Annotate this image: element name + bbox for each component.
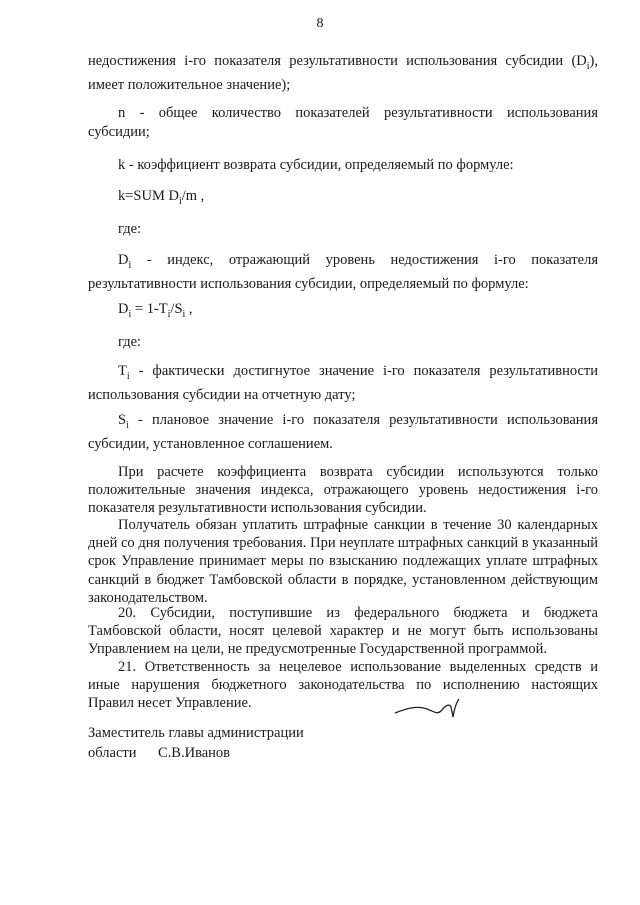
paragraph-21: 21. Ответственность за нецелевое использование выделенных средств и иные нарушения бюджетного законодательства по исполнению настоящих Правил несет Управление. — [88, 659, 598, 712]
signatory-title: Заместитель главы администрации — [88, 725, 304, 741]
formula-k: k=SUM $D_i/m$ , — [118, 188, 205, 207]
paragraph-k-definition: k - коэффициент возврата субсидии, определяемый по формуле: — [118, 157, 514, 173]
paragraph-s-definition: $S_i$ - плановое значение i-го показателя результативности использования субсидии, установленное соглашением. — [88, 412, 598, 452]
where-label-2: где: — [118, 334, 142, 350]
paragraph-nondelivery: недостижения i-го показателя результативности использования субсидии $(D_i)$, имеет положительное значение); — [88, 53, 598, 93]
paragraph-20: 20. Субсидии, поступившие из федерального бюджета и бюджета Тамбовской области, носят целевой характер и не могут быть использованы Управлением на цели, не предусмотренные Государственной программой. — [88, 605, 598, 658]
where-label-1: где: — [118, 221, 142, 237]
handwritten-signature — [393, 695, 463, 721]
paragraph-d-definition: $D_i$ - индекс, отражающий уровень недостижения i-го показателя результативности использования субсидии, определяемый по формуле: — [88, 252, 598, 292]
page-number: 8 — [316, 16, 324, 31]
formula-d: $D_i = 1-T_i/S_i$ , — [118, 301, 193, 320]
paragraph-t-definition: $T_i$ - фактически достигнутое значение i-го показателя результативности использования субсидии на отчетную дату; — [88, 363, 598, 403]
paragraph-index-usage: При расчете коэффициента возврата субсидии используются только положительные значения индекса, отражающего уровень недостижения i-го показателя результативности использования субсидии. — [88, 464, 598, 517]
paragraph-penalties: Получатель обязан уплатить штрафные санкции в течение 30 календарных дней со дня получения требования. При неуплате штрафных санкций в указанный срок Управление принимает меры по взысканию подлежащих уплате штрафных санкций в бюджет Тамбовской области в порядке, установленном действующим законодательством. — [88, 517, 598, 606]
signatory-title-line2: области — [88, 745, 137, 761]
paragraph-n-definition: n - общее количество показателей результативности использования субсидии; — [88, 105, 598, 140]
signatory-name: С.В.Иванов — [158, 745, 231, 761]
